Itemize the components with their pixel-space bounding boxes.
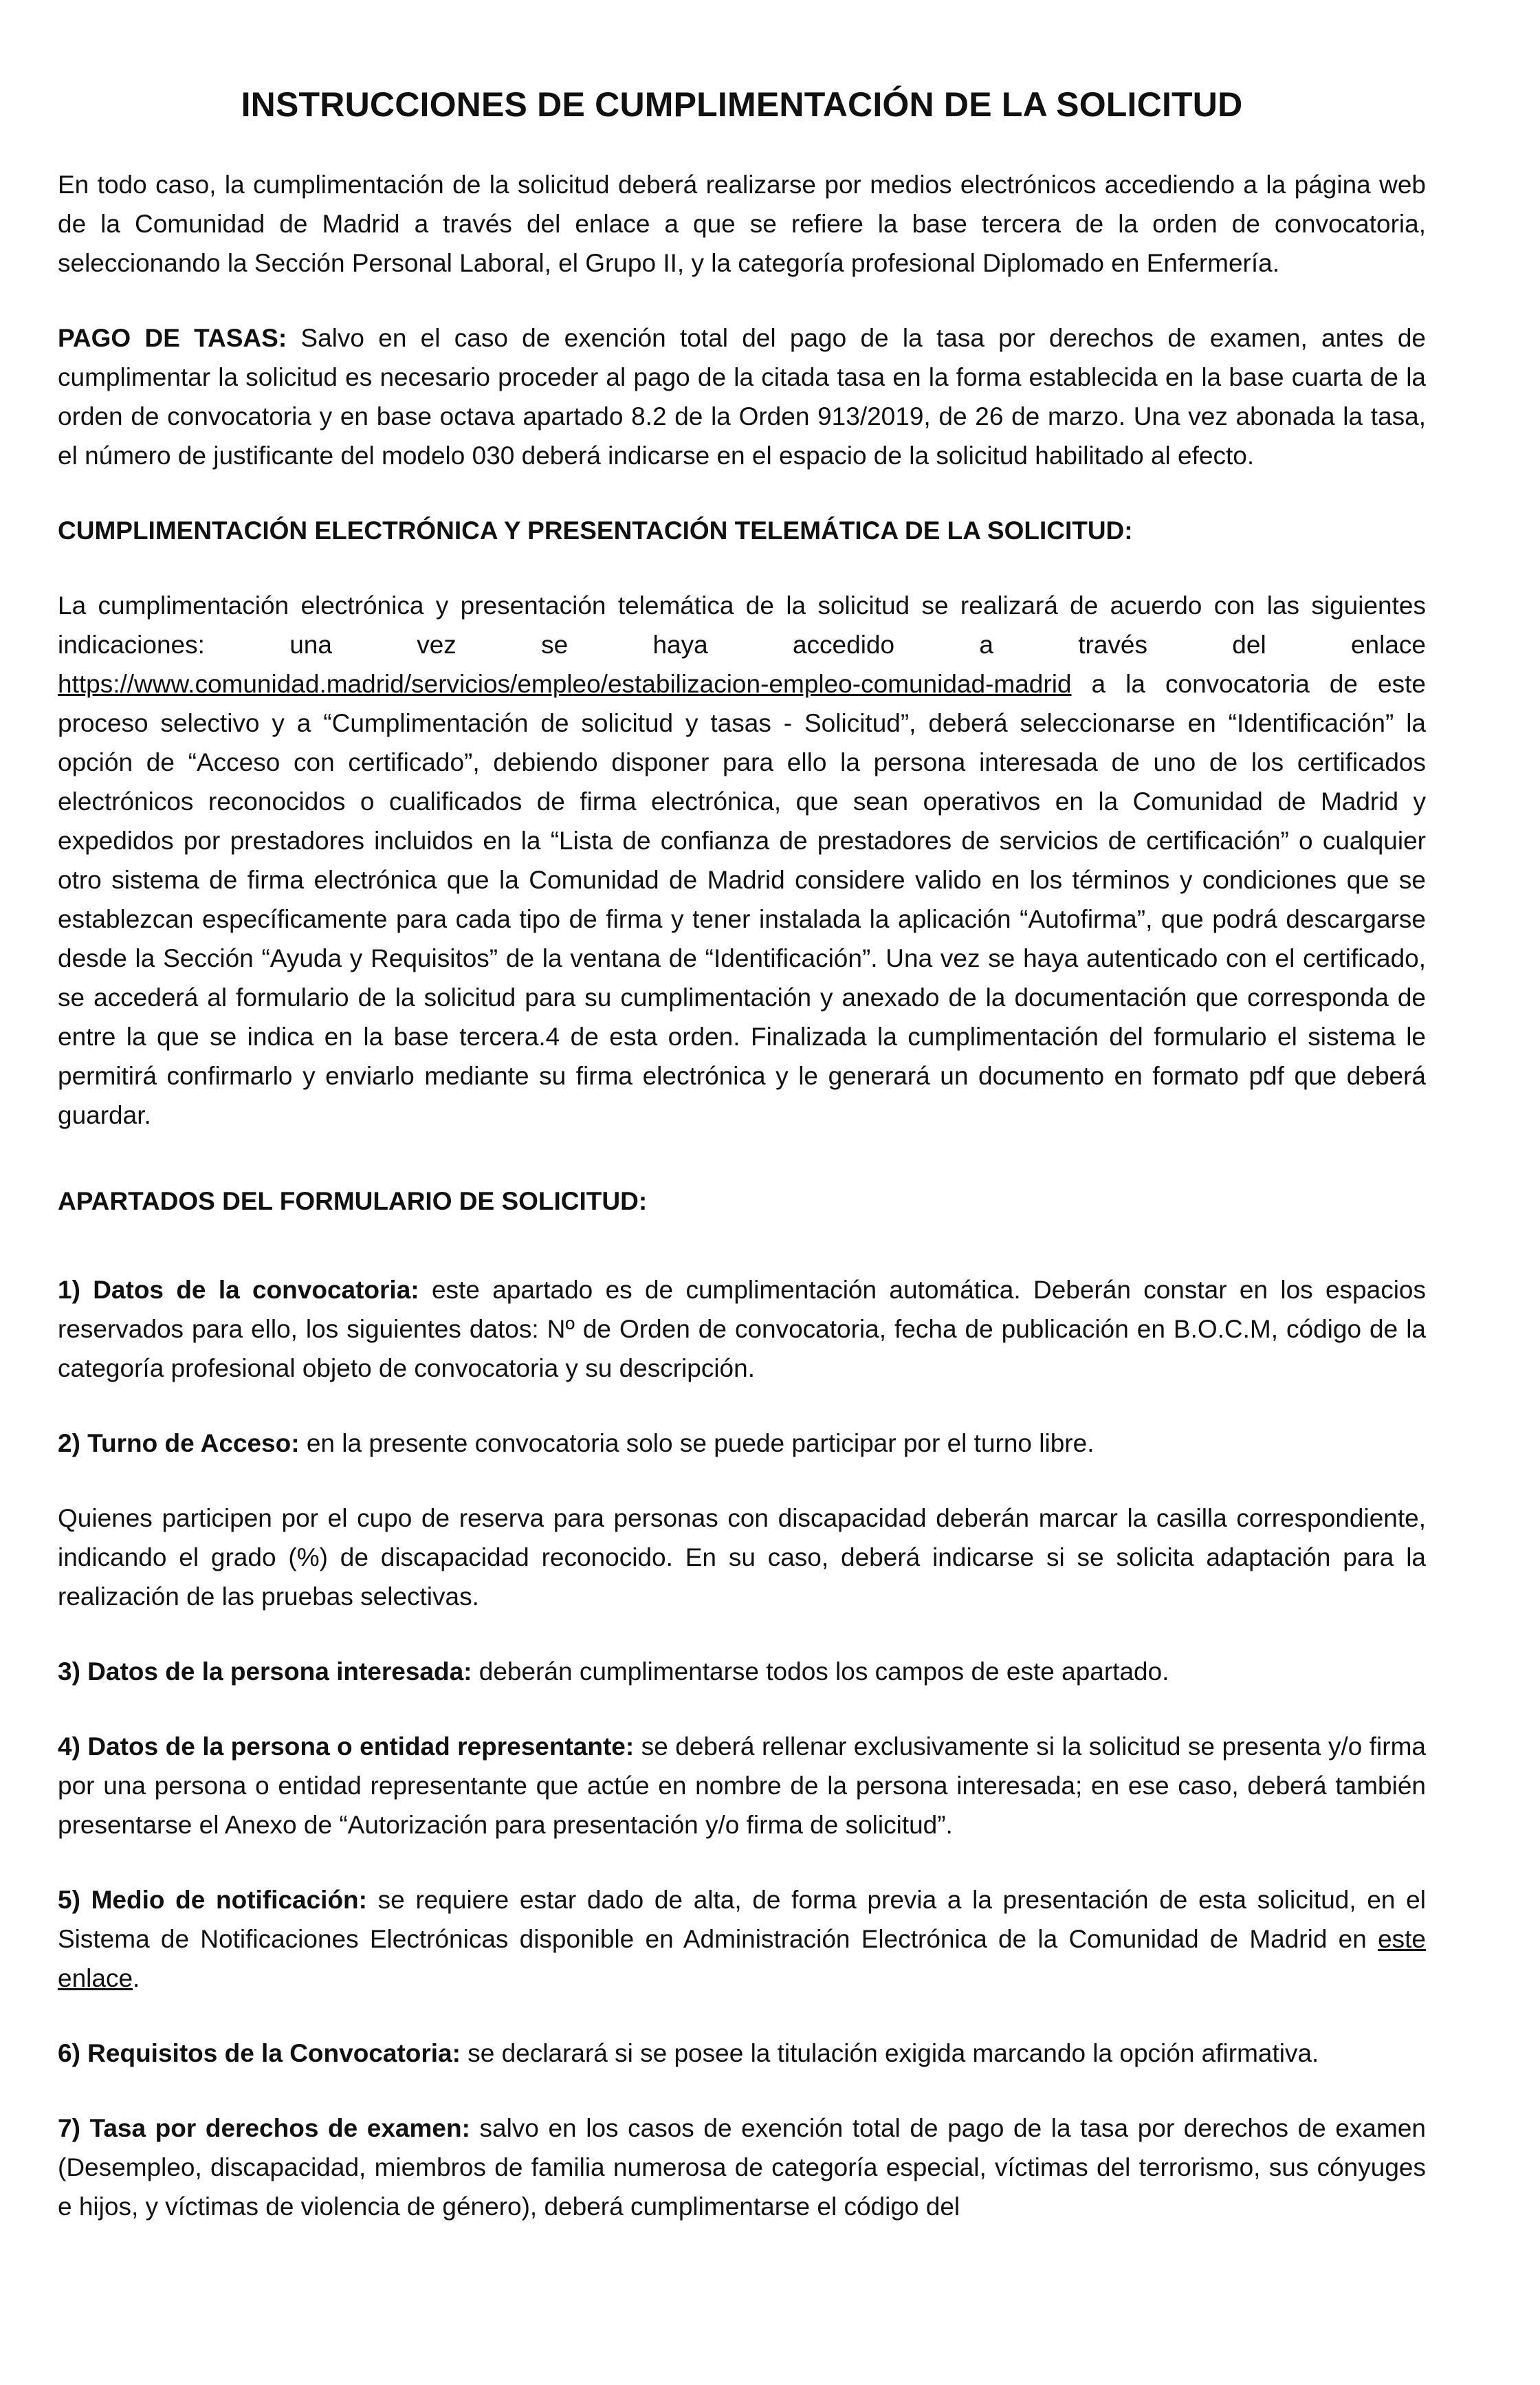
item-1-paragraph <box>58 1270 1426 1388</box>
pago-tasas-text: Salvo en el caso de exención total del pago de la tasa por derechos de examen, antes de cumplimentar la solicitud es necesario proceder al pago de la citada tasa en la forma establecida en la base cuarta de la orden de convocatoria y en base octava apartado 8.2 de la Orden 913/2019, de 26 de marzo. Una vez abonada la tasa, el número de justificante del modelo 030 deberá indicarse en el espacio de la solicitud habilitado al efecto. <box>58 324 1426 470</box>
pago-tasas-paragraph <box>58 318 1426 475</box>
electronica-text-before: La cumplimentación electrónica y presentación telemática de la solicitud se realizará de acuerdo con las siguientes indicaciones: una vez se haya accedido a través del enlace <box>58 591 1426 659</box>
item-7-paragraph <box>58 2109 1426 2226</box>
item-5-paragraph <box>58 1880 1426 1998</box>
electronica-paragraph <box>58 586 1426 1135</box>
item-4-text: se deberá rellenar exclusivamente si la solicitud se presenta y/o firma por una persona o entidad representante que actúe en nombre de la persona interesada; en ese caso, deberá también presentarse el Anexo de “Autorización para presentación y/o firma de solicitud”. <box>58 1732 1426 1839</box>
item-2-extra-paragraph: Quienes participen por el cupo de reserva para personas con discapacidad deberán marcar la casilla correspondiente, indicando el grado (%) de discapacidad reconocido. En su caso, deberá indicarse si se solicita adaptación para la realización de las pruebas selectivas. <box>58 1504 1426 1611</box>
convocatoria-link[interactable]: https://www.comunidad.madrid/servicios/empleo/estabilizacion-empleo-comunidad-madrid <box>58 670 1072 698</box>
item-2-paragraph <box>58 1424 1426 1463</box>
notificaciones-link[interactable]: este enlace <box>58 1925 1426 1992</box>
section-heading-apartados: APARTADOS DEL FORMULARIO DE SOLICITUD: <box>58 1187 648 1215</box>
item-2-label: 2) Turno de Acceso: <box>58 1429 300 1457</box>
item-2-text: en la presente convocatoria solo se puede participar por el turno libre. <box>299 1429 1094 1457</box>
electronica-text-after: a la convocatoria de este proceso selectivo y a “Cumplimentación de solicitud y tasas - Solicitud”, deberá seleccionarse en “Identificación” la opción de “Acceso con certificado”, debiendo disponer para ello la persona interesada de uno de los certificados electrónicos reconocidos o cualificados de firma electrónica, que sean operativos en la Comunidad de Madrid y expedidos por prestadores incluidos en la “Lista de confianza de prestadores de servicios de certificación” o cualquier otro sistema de firma electrónica que la Comunidad de Madrid considere valido en los términos y condiciones que se establezcan específicamente para cada tipo de firma y tener instalada la aplicación “Autofirma”, que podrá descargarse desde la Sección “Ayuda y Requisitos” de la ventana de “Identificación”. Una vez se haya autenticado con el certificado, se accederá al formulario de la solicitud para su cumplimentación y anexado de la documentación que corresponda de entre la que se indica en la base tercera.4 de esta orden. Finalizada la cumplimentación del formulario el sistema le permitirá confirmarlo y enviarlo mediante su firma electrónica y le generará un documento en formato pdf que deberá guardar. <box>58 670 1426 1129</box>
item-3-label: 3) Datos de la persona interesada: <box>58 1657 472 1686</box>
item-5-label: 5) Medio de notificación: <box>58 1886 367 1914</box>
item-6-paragraph <box>58 2034 1426 2073</box>
intro-paragraph: En todo caso, la cumplimentación de la solicitud deberá realizarse por medios electrónicos accediendo a la página web de la Comunidad de Madrid a través del enlace a que se refiere la base tercera de la orden de convocatoria, seleccionando la Sección Personal Laboral, el Grupo II, y la categoría profesional Diplomado en Enfermería. <box>58 171 1426 277</box>
section-heading-electronica: CUMPLIMENTACIÓN ELECTRÓNICA Y PRESENTACIÓN TELEMÁTICA DE LA SOLICITUD: <box>58 516 1133 545</box>
item-3-text: deberán cumplimentarse todos los campos de este apartado. <box>472 1657 1169 1686</box>
item-1-label: 1) Datos de la convocatoria: <box>58 1276 419 1304</box>
pago-tasas-label: PAGO DE TASAS: <box>58 324 287 352</box>
item-4-paragraph <box>58 1727 1426 1844</box>
item-5-text: se requiere estar dado de alta, de forma previa a la presentación de esta solicitud, en el Sistema de Notificaciones Electrónicas disponible en Administración Electrónica de la Comunidad de Madrid en <box>58 1886 1426 1953</box>
page-title: INSTRUCCIONES DE CUMPLIMENTACIÓN DE LA SOLICITUD <box>241 85 1243 124</box>
document-page <box>58 69 1426 2226</box>
item-7-label: 7) Tasa por derechos de examen: <box>58 2114 470 2142</box>
item-6-text: se declarará si se posee la titulación exigida marcando la opción afirmativa. <box>460 2039 1319 2067</box>
item-7-text: salvo en los casos de exención total de pago de la tasa por derechos de examen (Desempleo, discapacidad, miembros de familia numerosa de categoría especial, víctimas del terrorismo, sus cónyuges e hijos, y víctimas de violencia de género), deberá cumplimentarse el código del <box>58 2114 1426 2221</box>
item-6-label: 6) Requisitos de la Convocatoria: <box>58 2039 461 2067</box>
item-1-text: este apartado es de cumplimentación automática. Deberán constar en los espacios reservados para ello, los siguientes datos: Nº de Orden de convocatoria, fecha de publicación en B.O.C.M, código de la categoría profesional objeto de convocatoria y su descripción. <box>58 1276 1426 1382</box>
item-5-end: . <box>133 1964 140 1992</box>
item-3-paragraph <box>58 1652 1426 1691</box>
item-4-label: 4) Datos de la persona o entidad representante: <box>58 1732 635 1761</box>
